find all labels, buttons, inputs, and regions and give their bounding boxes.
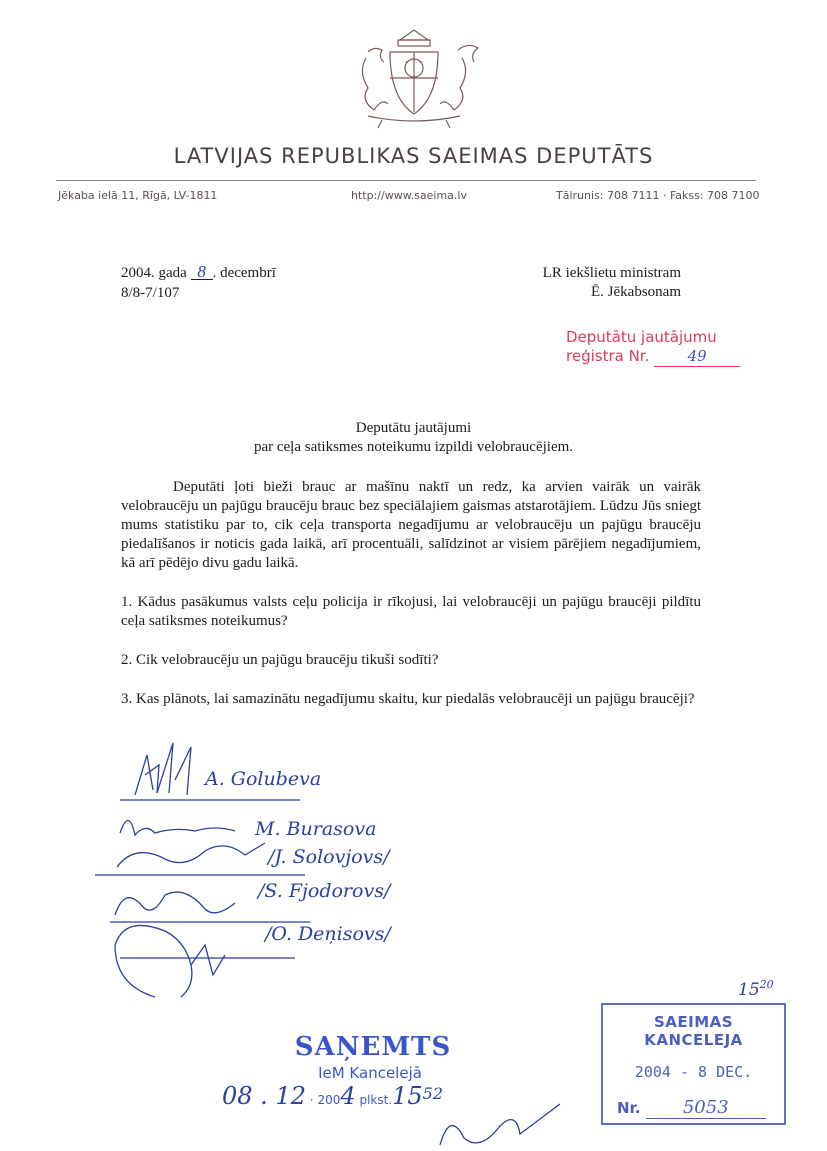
signature-name-3: /J. Solovjovs/	[268, 846, 390, 868]
received-stamp-date-line: 08 . 12 · 2004 $plkst.15^{52}$	[222, 1082, 444, 1110]
chancellery-stamp-date: 2004 - 8 DEC.	[634, 1063, 753, 1081]
chancellery-stamp-number-row	[617, 1097, 784, 1119]
registry-stamp-line-1: Deputātu jautājumu	[566, 328, 717, 346]
received-time-sup: 52	[422, 1084, 444, 1103]
received-day: 08	[222, 1082, 253, 1110]
received-time: 15	[392, 1082, 423, 1110]
letter-date	[121, 264, 276, 283]
received-time-label: plkst.	[359, 1093, 393, 1107]
subject-line-1: Deputātu jautājumi	[355, 420, 472, 436]
letterhead-address: Jēkaba ielā 11, Rīgā, LV-1811	[58, 189, 218, 202]
recipient-line-1: LR iekšlietu ministram	[542, 265, 681, 281]
subject-heading	[0, 419, 827, 457]
letterhead-divider	[56, 180, 756, 181]
signature-name-2: M. Burasova	[255, 818, 377, 840]
received-month: 12	[275, 1082, 306, 1110]
received-stamp-title: SAŅEMTS	[294, 1032, 452, 1062]
date-prefix: 2004. gada	[121, 265, 187, 281]
recipient-block	[543, 264, 681, 302]
received-stamp	[268, 1032, 508, 1082]
coat-of-arms-emblem	[338, 28, 490, 130]
intro-paragraph: Deputāti ļoti bieži brauc ar mašīnu naktī un redz, ka arvien vairāk un vairāk velobraucēju un pajūgu braucēju brauc bez speciālajiem gaismas atstarotājiem. Lūdzu Jūs sniegt mums statistiku par to, cik ceļa transporta negadījumu ar velobraucēju un pajūgu braucēju piedalīšanos ir noticis gada laikā, arī procentuāli, salīdzinot ar visiem pārējiem negadījumiem, kā arī pēdējo divu gadu laikā.	[121, 479, 701, 571]
subject-line-2: par ceļa satiksmes noteikumu izpildi velobraucējiem.	[253, 439, 574, 455]
recipient-line-2: Ē. Jēkabsonam	[591, 284, 681, 300]
letterhead-phone-fax: Tālrunis: 708 7111 · Fakss: 708 7100	[556, 189, 760, 202]
registry-stamp-line-2	[566, 347, 740, 367]
chancellery-stamp	[601, 1003, 786, 1125]
question-1: 1. Kādus pasākumus valsts ceļu policija ir rīkojusi, lai velobraucēji un pajūgu braucēji pildītu ceļa satiksmes noteikumus?	[121, 594, 701, 629]
received-initials-graphic	[420, 1090, 570, 1150]
date-day-handwritten: 8	[191, 264, 213, 280]
registry-stamp	[566, 328, 740, 367]
chancellery-stamp-title: SAEIMAS KANCELEJA	[644, 1013, 743, 1049]
chancellery-number: 5053	[646, 1097, 766, 1119]
chancellery-annotation	[738, 978, 774, 1000]
chancellery-annotation-sup: 20	[759, 978, 774, 991]
registry-number: 49	[654, 347, 740, 367]
chancellery-nr-label: Nr.	[617, 1099, 641, 1117]
date-suffix: . decembrī	[212, 265, 276, 281]
letterhead-website: http://www.saeima.lv	[351, 189, 467, 202]
signature-name-5: /O. Deņisovs/	[265, 923, 391, 945]
signature-name-1: A. Golubeva	[205, 768, 322, 790]
reference-number: 8/8-7/107	[121, 285, 180, 301]
registry-label: reģistra Nr.	[566, 347, 650, 365]
letterhead-title: LATVIJAS REPUBLIKAS SAEIMAS DEPUTĀTS	[173, 144, 654, 168]
question-3: 3. Kas plānots, lai samazinātu negadījumu skaitu, kur piedalās velobraucēji un pajūgu braucēji?	[121, 691, 695, 707]
question-2: 2. Cik velobraucēju un pajūgu braucēju tikuši sodīti?	[121, 652, 439, 668]
received-year-prefix: 200	[317, 1093, 341, 1107]
signature-name-4: /S. Fjodorovs/	[258, 880, 391, 902]
received-stamp-office: IeM Kancelejā	[318, 1064, 422, 1082]
chancellery-annotation-number: 15	[738, 980, 760, 1000]
received-year-digit: 4	[340, 1082, 356, 1110]
